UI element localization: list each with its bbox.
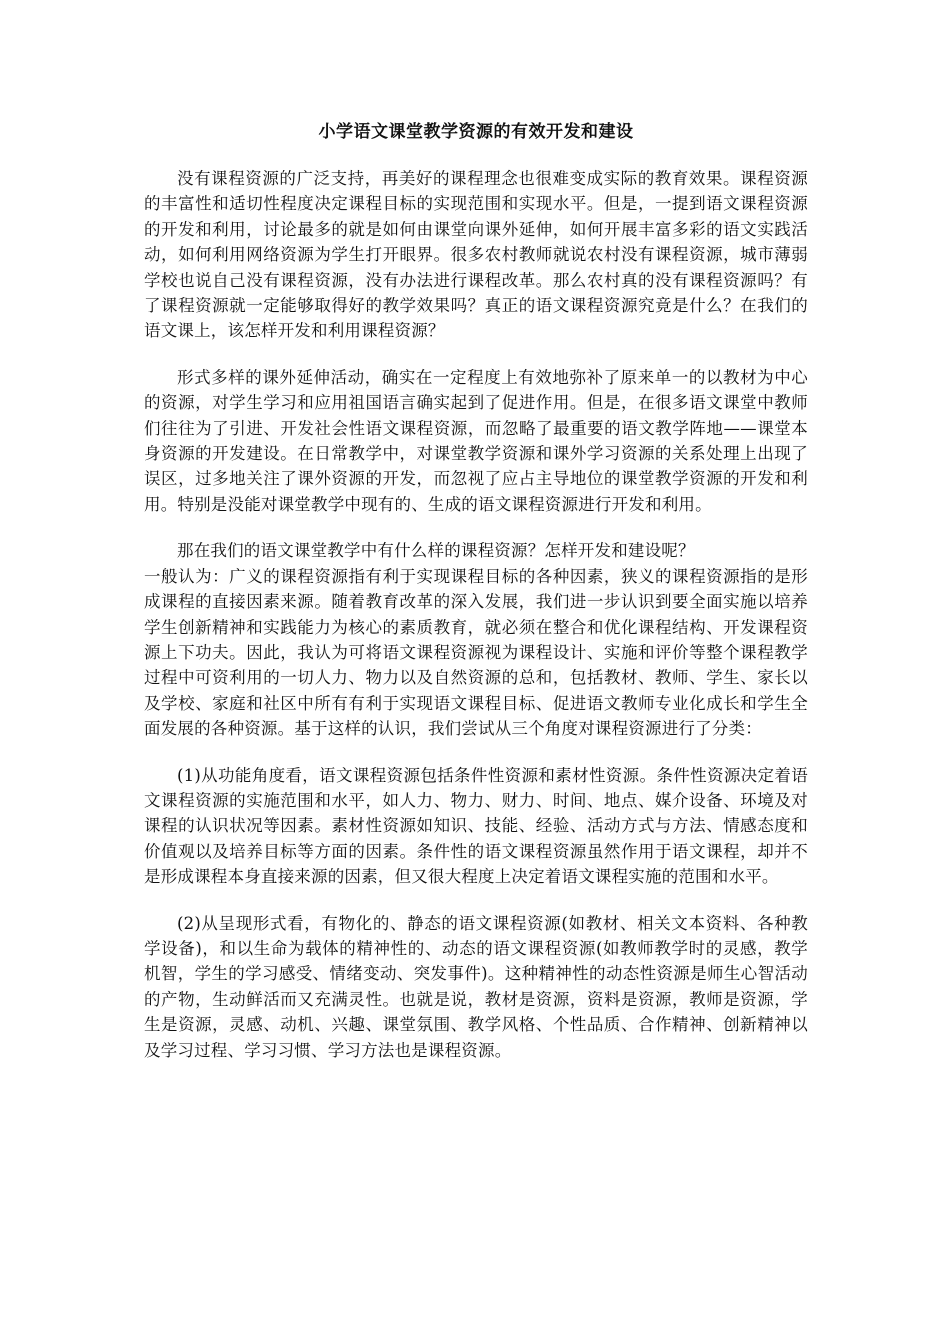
paragraph-definition-body: 一般认为：广义的课程资源指有利于实现课程目标的各种因素，狭义的课程资源指的是形成课程的直接因素来源。随着教育改革的深入发展，我们进一步认识到要全面实施以培养学生创新精神和实践能力为核心的素质教育，就必须在整合和优化课程结构、开发课程资源上下功夫。因此，我认为可将语文课程资源视为课程设计、实施和评价等整个课程教学过程中可资利用的一切人力、物力以及自然资源的总和，包括教材、教师、学生、家长以及学校、家庭和社区中所有有利于实现语文课程目标、促进语文教师专业化成长和学生全面发展的各种资源。基于这样的认识，我们尝试从三个角度对课程资源进行了分类： <box>144 566 808 739</box>
paragraph-item-1: (1)从功能角度看，语文课程资源包括条件性资源和素材性资源。条件性资源决定着语文课程资源的实施范围和水平，如人力、物力、财力、时间、地点、媒介设备、环境及对课程的认识状况等因素。素材性资源如知识、技能、经验、活动方式与方法、情感态度和价值观以及培养目标等方面的因素。条件性的语文课程资源虽然作用于语文课程，却并不是形成课程本身直接来源的因素，但又很大程度上决定着语文课程实施的范围和水平。 <box>144 765 808 887</box>
paragraph-intro: 没有课程资源的广泛支持，再美好的课程理念也很难变成实际的教育效果。课程资源的丰富性和适切性程度决定课程目标的实现范围和实现水平。但是，一提到语文课程资源的开发和利用，讨论最多的就是如何由课堂向课外延伸，如何开展丰富多彩的语文实践活动，如何利用网络资源为学生打开眼界。很多农村教师就说农村没有课程资源，城市薄弱学校也说自己没有课程资源，没有办法进行课程改革。那么农村真的没有课程资源吗？有了课程资源就一定能够取得好的教学效果吗？真正的语文课程资源究竟是什么？在我们的语文课上，该怎样开发和利用课程资源？ <box>144 169 808 341</box>
document-page <box>144 120 808 1084</box>
paragraph-resource-definition <box>144 538 808 741</box>
paragraph-extension-activities: 形式多样的课外延伸活动，确实在一定程度上有效地弥补了原来单一的以教材为中心的资源，对学生学习和应用祖国语言确实起到了促进作用。但是，在很多语文课堂中教师们往往为了引进、开发社会性语文课程资源，而忽略了最重要的语文教学阵地——课堂本身资源的开发建设。在日常教学中，对课堂教学资源和课外学习资源的关系处理上出现了误区，过多地关注了课外资源的开发，而忽视了应占主导地位的课堂教学资源的开发和利用。特别是没能对课堂教学中现有的、生成的语文课程资源进行开发和利用。 <box>144 367 808 514</box>
paragraph-question: 那在我们的语文课堂教学中有什么样的课程资源？怎样开发和建设呢？ <box>177 541 695 561</box>
paragraph-item-2: (2)从呈现形式看，有物化的、静态的语文课程资源(如教材、相关文本资料、各种教学设备)，和以生命为载体的精神性的、动态的语文课程资源(如教师教学时的灵感，教学机智，学生的学习感受、情绪变动、突发事件)。这种精神性的动态性资源是师生心智活动的产物，生动鲜活而又充满灵性。也就是说，教材是资源，资料是资源，教师是资源，学生是资源，灵感、动机、兴趣、课堂氛围、教学风格、个性品质、合作精神、创新精神以及学习过程、学习习惯、学习方法也是课程资源。 <box>144 913 808 1060</box>
document-title: 小学语文课堂教学资源的有效开发和建设 <box>318 122 634 142</box>
